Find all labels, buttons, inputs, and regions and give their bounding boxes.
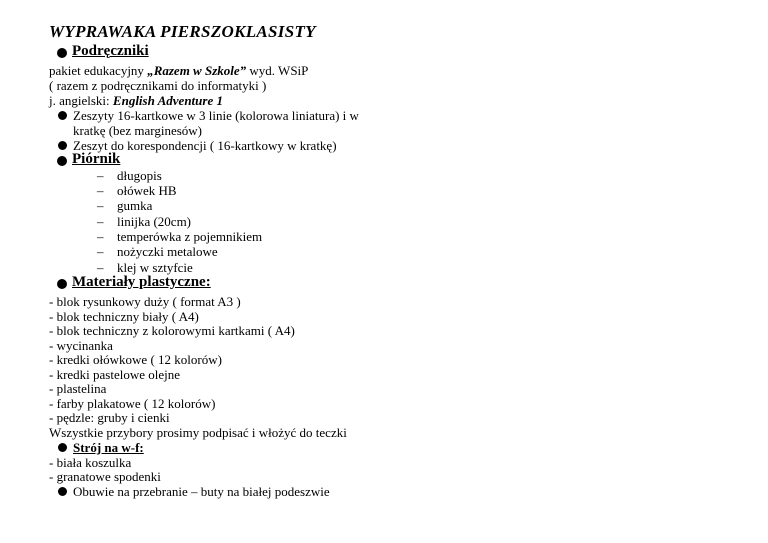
materialy-note: Wszystkie przybory prosimy podpisać i włożyć do teczki [49, 425, 347, 440]
heading-piornik: Piórnik [72, 151, 121, 167]
list-item: - blok techniczny biały ( A4) [49, 309, 199, 324]
list-item: - plastelina [49, 381, 107, 396]
list-item: - farby plakatowe ( 12 kolorów) [49, 396, 216, 411]
zeszyty-line1: Zeszyty 16-kartkowe w 3 linie (kolorowa liniatura) i w [73, 108, 359, 123]
obuwie-text: Obuwie na przebranie – buty na białej podeszwie [73, 484, 330, 499]
heading-materialy: Materiały plastyczne: [72, 274, 211, 290]
list-item: - kredki ołówkowe ( 12 kolorów) [49, 352, 222, 367]
line-angielski: j. angielski: English Adventure 1 [49, 93, 223, 108]
list-item: - granatowe spodenki [49, 469, 161, 484]
zeszyty-line2: kratkę (bez marginesów) [73, 123, 202, 138]
list-item: - pędzle: gruby i cienki [49, 410, 170, 425]
pakiet-title: „Razem w Szkole” [147, 63, 247, 78]
bullet-dot-icon [57, 279, 67, 289]
bullet-dot-icon [58, 141, 67, 150]
line-pakiet: pakiet edukacyjny „Razem w Szkole” wyd. WSiP [49, 63, 309, 78]
bullet-dot-icon [57, 156, 67, 166]
zeszyt-korespondencji: Zeszyt do korespondencji ( 16-kartkowy w kratkę) [73, 138, 337, 153]
bullet-dot-icon [58, 443, 67, 452]
list-item: - biała koszulka [49, 455, 132, 470]
heading-stroj: Strój na w-f: [73, 440, 144, 455]
angielski-title: English Adventure 1 [112, 93, 223, 108]
document-page: WYPRAWAKA PIERSZOKLASISTY Podręczniki pakiet edukacyjny „Razem w Szkole” wyd. WSiP ( razem z podręcznikami do informatyki ) j. angielski: English Adventure 1 Zeszyty 16-kartkowe w 3 linie (kolorowa liniatura) i w kratkę (bez marginesów) Zeszyt do korespondencji ( 16-kartkowy w kratkę) Piórnik – długopis – ołówek HB – gumka – linijka (20cm) – temperówka z pojemnikiem – nożyczki metalowe – klej w sztyfcie Materiały plastyczne: - blok rysunkowy duży ( format A3 ) - blok techniczny biały ( A4) - blok techniczny z kolorowymi kartkami ( A4) - wycinanka - kredki ołówkowe ( 12 kolorów) - kredki pastelowe olejne - plastelina - farby plakatowe ( 12 kolorów) - pędzle: gruby i cienki Wszystkie przybory prosimy podpisać i włożyć do teczki Strój na w-f: - biała koszulka - granatowe spodenki Obuwie na przebranie – buty na białej podeszwie [49, 22, 359, 499]
bullet-dot-icon [58, 111, 67, 120]
list-item: - kredki pastelowe olejne [49, 367, 181, 382]
page-title: WYPRAWAKA PIERSZOKLASISTY [49, 22, 316, 41]
heading-podreczniki: Podręczniki [72, 43, 149, 59]
bullet-dot-icon [57, 48, 67, 58]
line-informatyka-note: ( razem z podręcznikami do informatyki ) [49, 78, 267, 93]
bullet-dot-icon [58, 487, 67, 496]
list-item: - blok rysunkowy duży ( format A3 ) [49, 294, 241, 309]
list-item: - wycinanka [49, 338, 113, 353]
list-item: - blok techniczny z kolorowymi kartkami ( A4) [49, 323, 295, 338]
